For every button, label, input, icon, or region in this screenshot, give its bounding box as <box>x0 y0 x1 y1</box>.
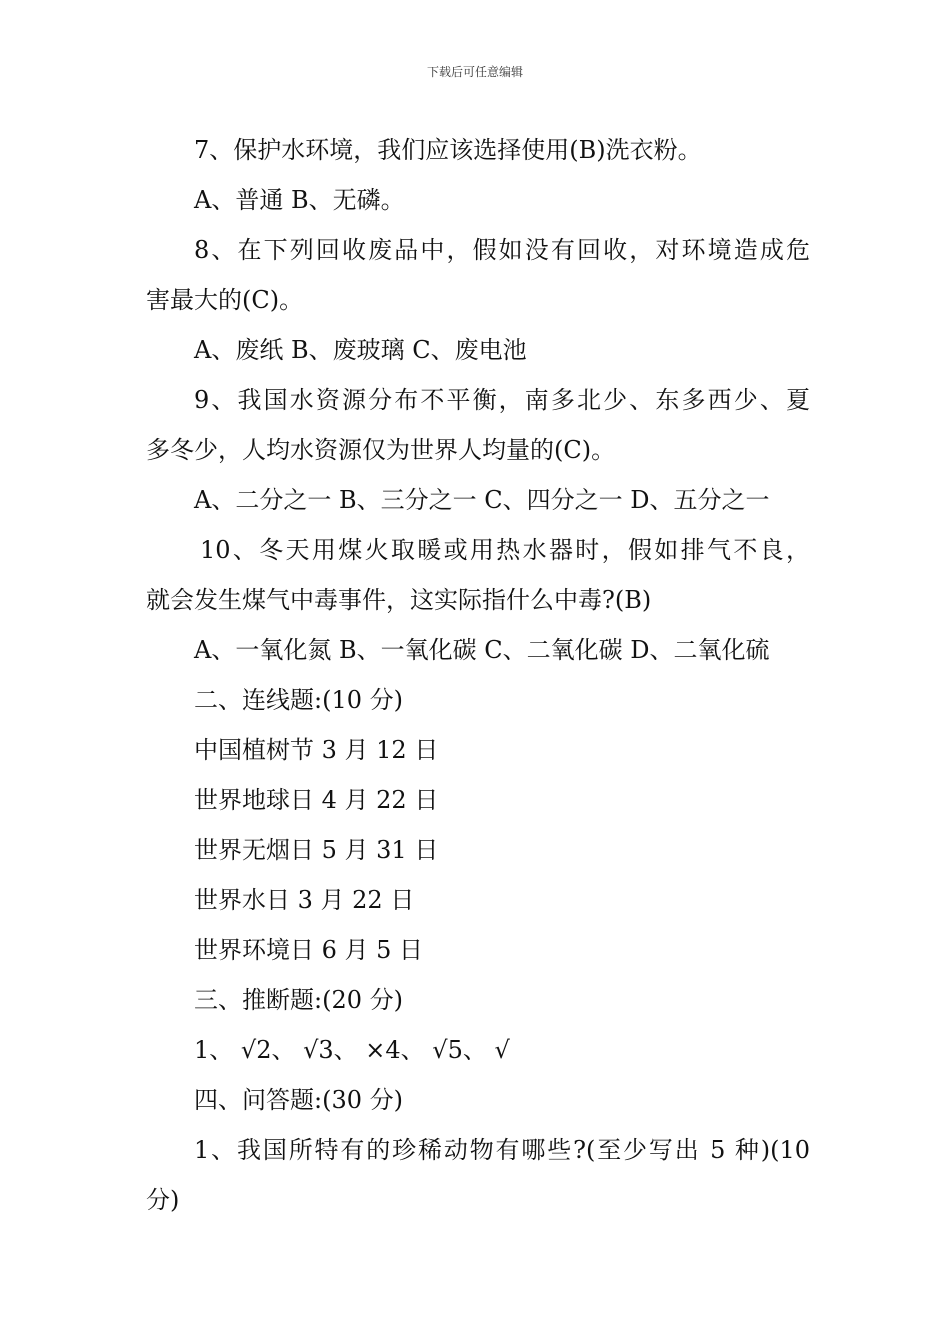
question-10-line-2: 就会发生煤气中毒事件，这实际指什么中毒?(B) <box>146 586 652 614</box>
question-8-line-1: 8、在下列回收废品中，假如没有回收，对环境造成危 <box>194 236 810 264</box>
section-4-title: 四、问答题:(30 分) <box>194 1086 403 1114</box>
question-9-line-1: 9、我国水资源分布不平衡，南多北少、东多西少、夏 <box>194 386 810 414</box>
section-4-question-1-line-1: 1、我国所特有的珍稀动物有哪些?(至少写出 5 种)(10 <box>194 1136 810 1164</box>
match-item-3: 世界无烟日 5 月 31 日 <box>194 836 439 864</box>
question-7-options: A、普通 B、无磷。 <box>194 186 405 214</box>
question-9-options: A、二分之一 B、三分之一 C、四分之一 D、五分之一 <box>194 486 770 514</box>
match-item-4: 世界水日 3 月 22 日 <box>194 886 415 914</box>
document-body <box>146 125 810 1225</box>
question-8-options: A、废纸 B、废玻璃 C、废电池 <box>194 336 527 364</box>
match-item-5: 世界环境日 6 月 5 日 <box>194 936 424 964</box>
match-item-2: 世界地球日 4 月 22 日 <box>194 786 439 814</box>
question-7: 7、保护水环境，我们应该选择使用(B)洗衣粉。 <box>194 136 702 164</box>
page-header-note: 下载后可任意编辑 <box>426 65 523 79</box>
section-2-title: 二、连线题:(10 分) <box>194 686 403 714</box>
match-item-1: 中国植树节 3 月 12 日 <box>194 736 439 764</box>
section-3-answers: 1、 √2、 √3、 ×4、 √5、 √ <box>194 1036 510 1064</box>
section-3-title: 三、推断题:(20 分) <box>194 986 403 1014</box>
question-10-line-1: 10、冬天用煤火取暖或用热水器时，假如排气不良， <box>200 536 810 564</box>
question-9-line-2: 多冬少，人均水资源仅为世界人均量的(C)。 <box>146 436 616 464</box>
question-10-options: A、一氧化氮 B、一氧化碳 C、二氧化碳 D、二氧化硫 <box>194 636 770 664</box>
section-4-question-1-line-2: 分) <box>146 1186 180 1214</box>
question-8-line-2: 害最大的(C)。 <box>146 286 304 314</box>
